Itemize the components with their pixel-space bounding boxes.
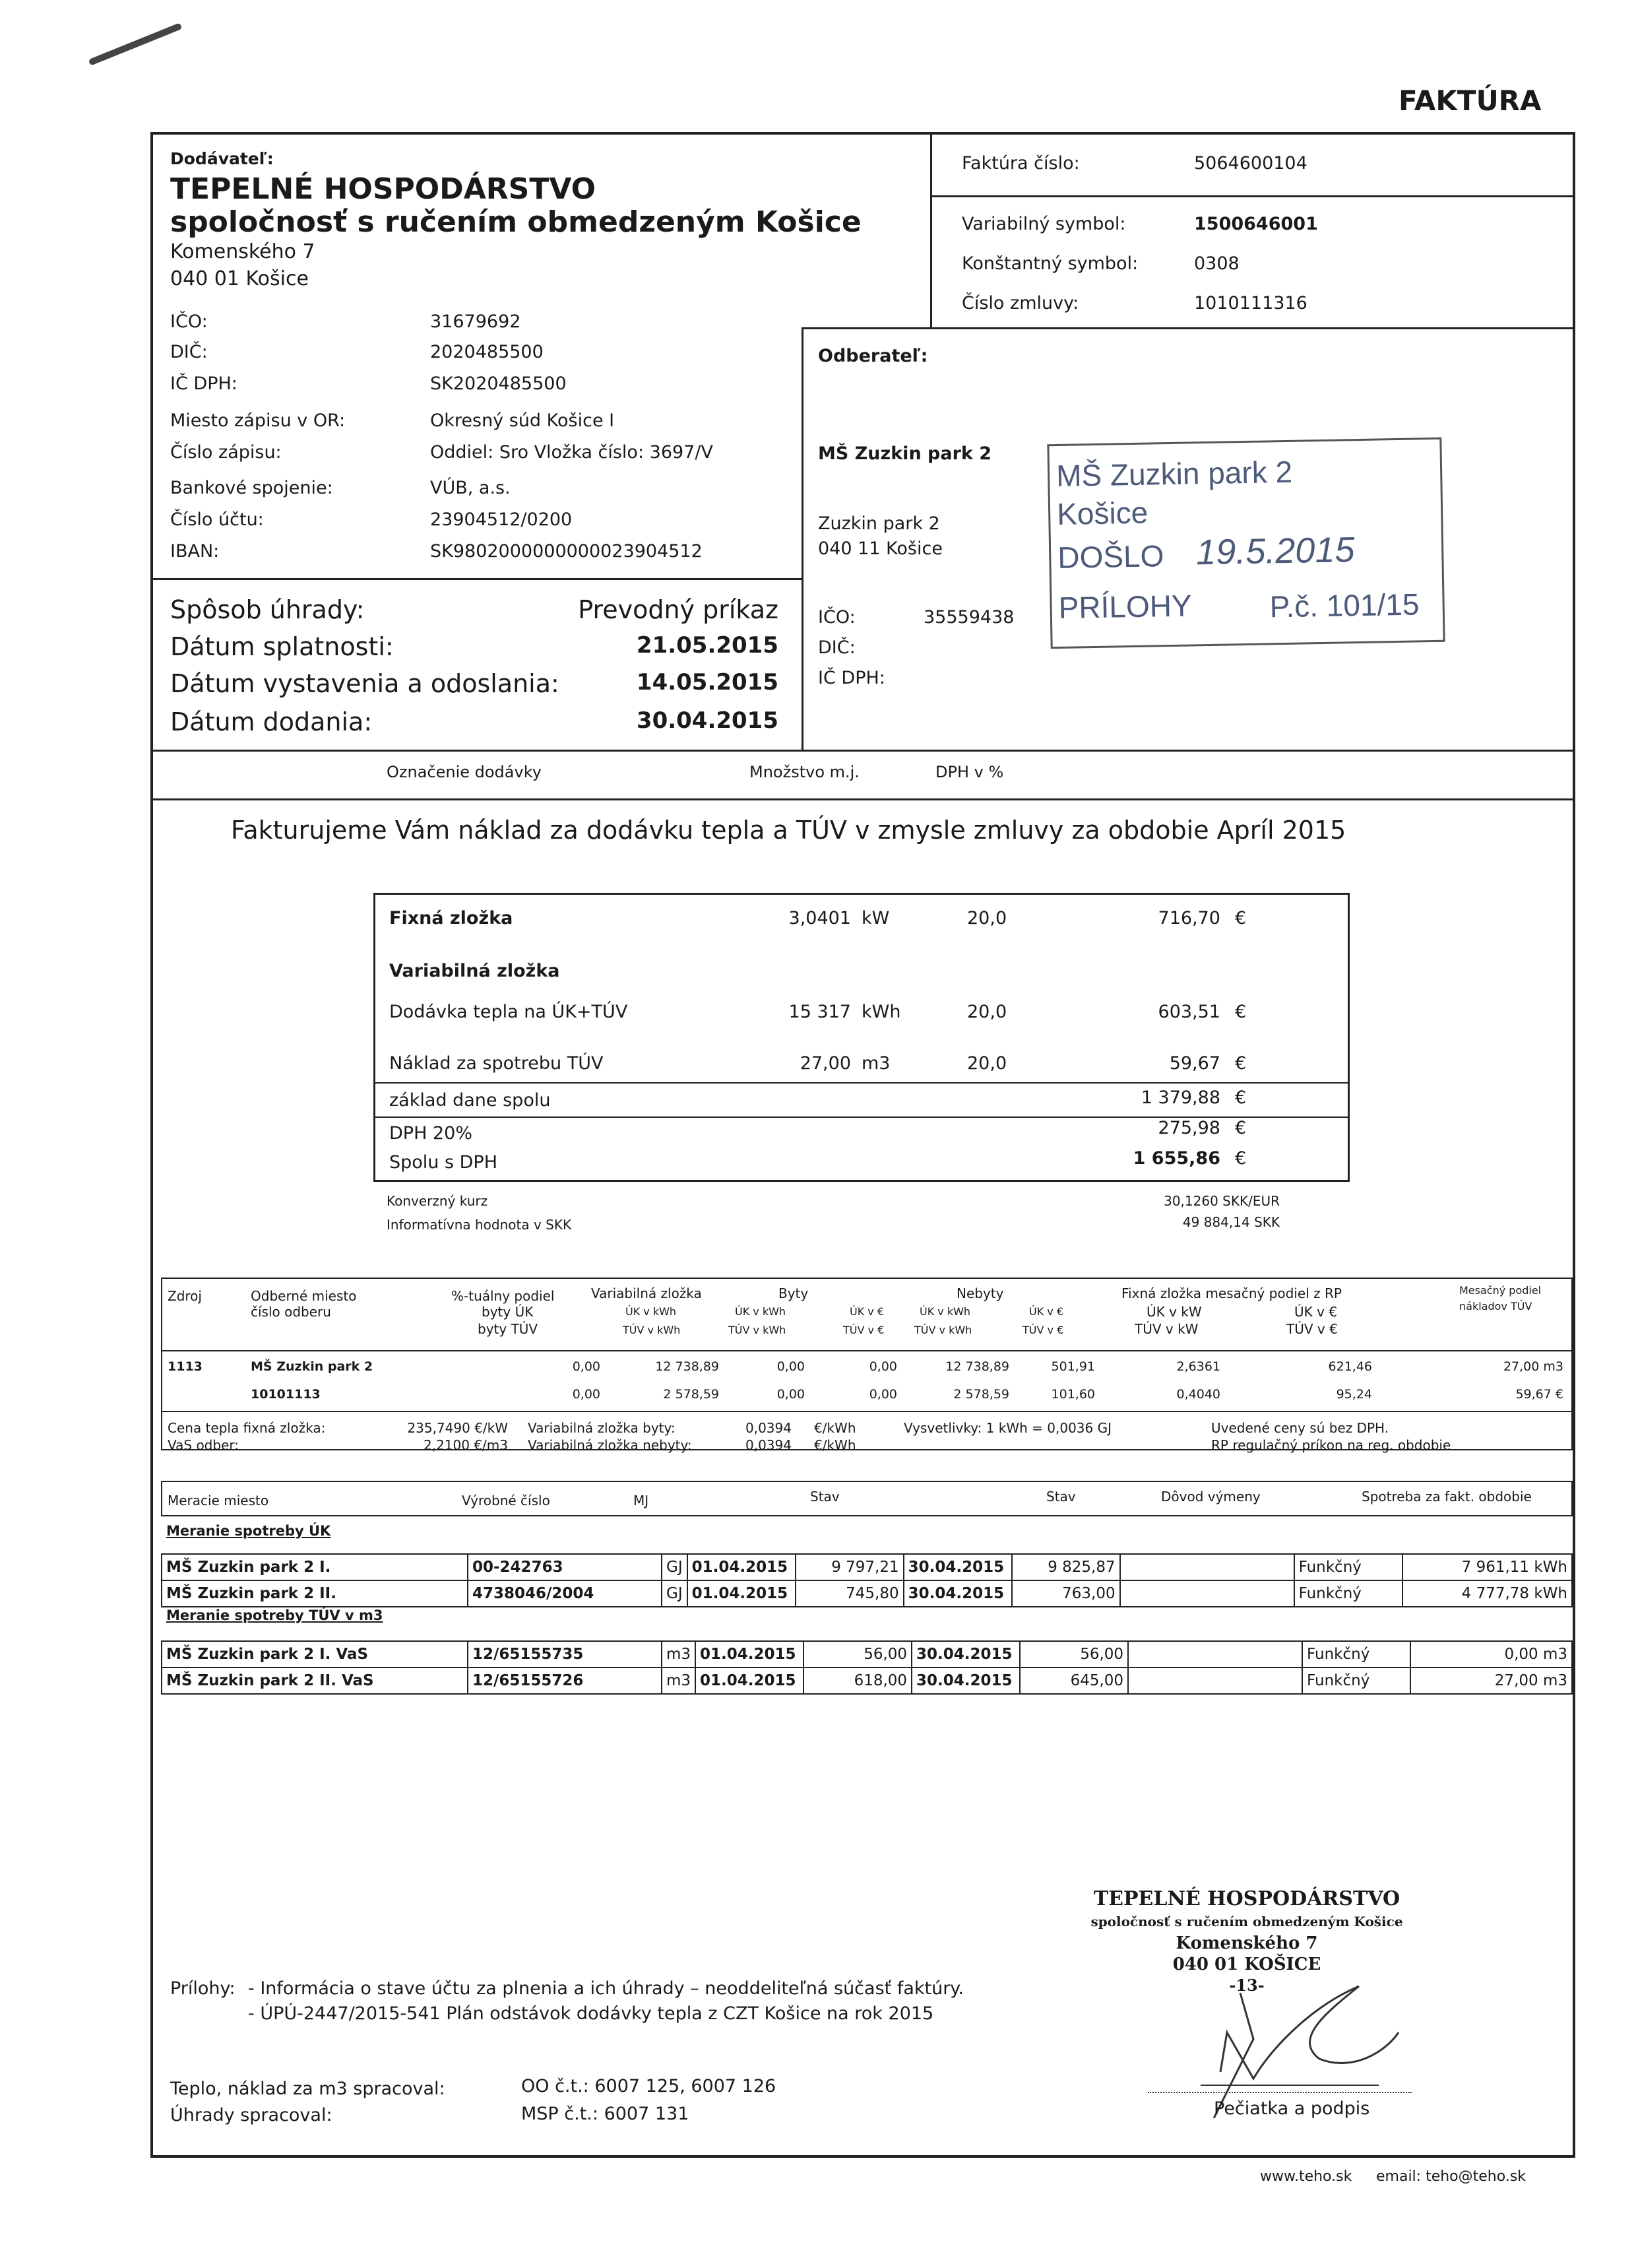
- detail-om: MŠ Zuzkin park 2: [251, 1359, 373, 1374]
- signature-line: [1148, 2092, 1412, 2093]
- customer-ico: 35559438: [924, 607, 1015, 628]
- supplier-street: Komenského 7: [170, 240, 315, 263]
- delivery-date: 30.04.2015: [636, 707, 778, 734]
- constant-symbol-label: Konštantný symbol:: [962, 253, 1139, 274]
- stamp-line3: DOŠLO: [1057, 538, 1164, 575]
- col-header-vat: DPH v %: [935, 763, 1004, 781]
- meter-date-end: 30.04.2015: [912, 1641, 1020, 1668]
- meter-date-start: 01.04.2015: [687, 1580, 796, 1607]
- meter-serial: 12/65155735: [468, 1641, 662, 1668]
- processed-label-1: Teplo, náklad za m3 spracoval:: [170, 2079, 445, 2099]
- heat-label: Dodávka tepla na ÚK+TÚV: [389, 1002, 628, 1022]
- meter-mj: m3: [662, 1641, 695, 1668]
- supplier-account-label: Číslo účtu:: [170, 509, 264, 530]
- signature-city: 040 01 KOŠICE: [1172, 1955, 1321, 1974]
- note-rp: RP regulačný príkon na reg. obdobie: [1211, 1437, 1451, 1453]
- customer-name: MŠ Zuzkin park 2: [818, 443, 992, 464]
- price-fix-label: Cena tepla fixná zložka:: [168, 1420, 326, 1436]
- detail-h-tuveur-1: TÚV v €: [843, 1324, 885, 1336]
- detail-r2-f2: 95,24: [1336, 1387, 1372, 1402]
- table-row: [162, 1554, 1572, 1580]
- customer-heading: Odberateľ:: [818, 346, 928, 366]
- explanation: Vysvetlivky: 1 kWh = 0,0036 GJ: [904, 1420, 1112, 1436]
- signature-street: Komenského 7: [1176, 1933, 1318, 1953]
- tuv-unit: m3: [862, 1053, 891, 1074]
- tuv-qty: 27,00: [800, 1053, 851, 1074]
- divider: [930, 132, 932, 327]
- var-byty: 0,0394: [745, 1420, 792, 1436]
- meters-uk-table: [161, 1553, 1573, 1607]
- contract-number: 1010111316: [1194, 293, 1307, 313]
- detail-h-tuveur-2: TÚV v €: [1022, 1324, 1064, 1336]
- invoice-number: 5064600104: [1194, 153, 1307, 174]
- heat-vat: 20,0: [967, 1002, 1007, 1022]
- supplier-name-line2: spoločnosť s ručením obmedzeným Košice: [170, 205, 862, 239]
- vat-label: DPH 20%: [389, 1123, 472, 1144]
- meter-status: Funkčný: [1302, 1641, 1410, 1668]
- detail-r1-v4: 12 738,89: [945, 1359, 1009, 1374]
- vas-price: 2,2100 €/m3: [423, 1437, 508, 1453]
- detail-h-byty: Byty: [778, 1285, 809, 1301]
- supplier-bank-label: Bankové spojenie:: [170, 478, 333, 498]
- table-row: [162, 1668, 1572, 1694]
- total-amount: 1 655,86: [1133, 1148, 1220, 1169]
- due-date: 21.05.2015: [636, 632, 778, 659]
- meter-place: MŠ Zuzkin park 2 II.: [162, 1580, 468, 1607]
- detail-h-om: Odberné miesto: [251, 1288, 357, 1304]
- meter-state-end: 645,00: [1020, 1668, 1128, 1694]
- meter-state-start: 56,00: [803, 1641, 912, 1668]
- supplier-icdph: SK2020485500: [430, 373, 567, 394]
- meters-h-serial: Výrobné číslo: [462, 1493, 550, 1508]
- meters-section-tuv: Meranie spotreby TÚV v m3: [166, 1607, 383, 1623]
- payment-method: Prevodný príkaz: [578, 595, 778, 624]
- supplier-iban: SK9802000000000023904512: [430, 541, 703, 562]
- vat-currency: €: [1235, 1118, 1247, 1138]
- supplier-heading: Dodávateľ:: [170, 149, 274, 168]
- detail-r2-v5: 101,60: [1051, 1387, 1095, 1402]
- meter-consumption: 27,00 m3: [1410, 1668, 1572, 1694]
- meter-status: Funkčný: [1294, 1554, 1402, 1580]
- supplier-city: 040 01 Košice: [170, 267, 309, 290]
- detail-r2-v2: 0,00: [776, 1387, 805, 1402]
- divider: [930, 195, 1575, 197]
- supplier-ico-label: IČO:: [170, 311, 208, 332]
- rate-label: Konverzný kurz: [387, 1193, 488, 1209]
- detail-r2-v1: 2 578,59: [663, 1387, 719, 1402]
- stamp-date: 19.5.2015: [1195, 530, 1355, 573]
- var-nebyty-label: Variabilná zložka nebyty:: [528, 1437, 692, 1453]
- detail-h-nebyty: Nebyty: [957, 1285, 1004, 1301]
- meter-consumption: 0,00 m3: [1410, 1641, 1572, 1668]
- detail-h-pod1: %-tuálny podiel: [451, 1288, 555, 1304]
- skk-label: Informatívna hodnota v SKK: [387, 1217, 572, 1233]
- supplier-name: TEPELNÉ HOSPODÁRSTVO: [170, 172, 596, 206]
- heat-qty: 15 317: [788, 1002, 851, 1022]
- meter-date-end: 30.04.2015: [904, 1554, 1012, 1580]
- heat-amount: 603,51: [1158, 1002, 1220, 1022]
- meter-state-end: 763,00: [1012, 1580, 1120, 1607]
- meter-date-start: 01.04.2015: [687, 1554, 796, 1580]
- footer-web[interactable]: www.teho.sk: [1260, 2168, 1352, 2185]
- col-header-qty: Množstvo m.j.: [749, 763, 860, 781]
- supplier-or-label: Miesto zápisu v OR:: [170, 410, 346, 431]
- payment-method-label: Spôsob úhrady:: [170, 595, 365, 624]
- detail-h-tuveur-3: TÚV v €: [1286, 1321, 1338, 1337]
- customer-city: 040 11 Košice: [818, 538, 943, 559]
- skk-value: 49 884,14 SKK: [1182, 1214, 1280, 1230]
- meter-state-end: 9 825,87: [1012, 1554, 1120, 1580]
- fixed-currency: €: [1235, 908, 1247, 928]
- meter-consumption: 7 961,11 kWh: [1402, 1554, 1572, 1580]
- detail-h-fix: Fixná zložka mesačný podiel z RP: [1121, 1285, 1342, 1301]
- detail-h-var: Variabilná zložka: [591, 1285, 702, 1301]
- detail-r1-v2: 0,00: [776, 1359, 805, 1374]
- heat-currency: €: [1235, 1002, 1247, 1022]
- footer-email[interactable]: email: teho@teho.sk: [1376, 2168, 1526, 2185]
- detail-r1-f2: 621,46: [1328, 1359, 1372, 1374]
- detail-h-mes2: nákladov TÚV: [1459, 1300, 1532, 1312]
- var-nebyty-unit: €/kWh: [814, 1437, 856, 1453]
- issue-date: 14.05.2015: [636, 669, 778, 696]
- var-nebyty: 0,0394: [745, 1437, 792, 1453]
- stamp-line1: MŠ Zuzkin park 2: [1055, 454, 1293, 494]
- meter-state-end: 56,00: [1020, 1641, 1128, 1668]
- vat-amount: 275,98: [1158, 1118, 1220, 1138]
- invoice-intro: Fakturujeme Vám náklad za dodávku tepla a TÚV v zmysle zmluvy za obdobie Apríl 2015: [231, 816, 1346, 845]
- detail-h-tuvkw: TÚV v kW: [1135, 1321, 1199, 1337]
- divider: [150, 750, 1575, 752]
- variable-symbol: 1500646001: [1194, 214, 1318, 234]
- attachments-label: Prílohy:: [170, 1978, 236, 1999]
- meters-tuv-table: [161, 1640, 1573, 1695]
- detail-h-tuvkwh-1: TÚV v kWh: [623, 1324, 681, 1336]
- detail-h-mes1: Mesačný podiel: [1459, 1284, 1542, 1297]
- tax-base-currency: €: [1235, 1087, 1247, 1108]
- attachment-2: - ÚPÚ-2447/2015-541 Plán odstávok dodávky tepla z CZT Košice na rok 2015: [248, 2003, 934, 2024]
- meter-status: Funkčný: [1294, 1580, 1402, 1607]
- detail-h-ukeur-1: ÚK v €: [850, 1305, 885, 1318]
- supplier-or: Okresný súd Košice I: [430, 410, 615, 431]
- meter-serial: 12/65155726: [468, 1668, 662, 1694]
- divider: [161, 1350, 1573, 1351]
- meters-h-stav: Stav: [810, 1489, 840, 1505]
- supplier-iban-label: IBAN:: [170, 541, 220, 562]
- meter-place: MŠ Zuzkin park 2 II. VaS: [162, 1668, 468, 1694]
- meters-section-uk: Meranie spotreby ÚK: [166, 1523, 331, 1539]
- detail-r2-v4: 2 578,59: [953, 1387, 1009, 1402]
- meter-mj: GJ: [662, 1554, 687, 1580]
- meter-date-start: 01.04.2015: [695, 1641, 803, 1668]
- signature-company-line2: spoločnosť s ručením obmedzeným Košice: [1090, 1914, 1403, 1929]
- fixed-label: Fixná zložka: [389, 908, 513, 928]
- fixed-unit: kW: [862, 908, 890, 928]
- meter-date-end: 30.04.2015: [912, 1668, 1020, 1694]
- detail-h-zdroj: Zdroj: [168, 1288, 202, 1304]
- received-stamp: [1047, 437, 1445, 649]
- variable-symbol-label: Variabilný symbol:: [962, 214, 1126, 234]
- detail-h-pod3: byty TÚV: [478, 1321, 538, 1337]
- divider: [150, 578, 802, 580]
- meter-state-start: 9 797,21: [796, 1554, 904, 1580]
- tuv-label: Náklad za spotrebu TÚV: [389, 1053, 604, 1074]
- meters-h-cons: Spotreba za fakt. obdobie: [1362, 1489, 1532, 1505]
- divider: [161, 1411, 1573, 1412]
- supplier-zapis: Oddiel: Sro Vložka číslo: 3697/V: [430, 442, 713, 463]
- stamp-line4: PRÍLOHY: [1058, 588, 1193, 625]
- meter-status: Funkčný: [1302, 1668, 1410, 1694]
- invoice-number-label: Faktúra číslo:: [962, 153, 1080, 174]
- detail-h-ukkwh-1: ÚK v kWh: [625, 1305, 677, 1318]
- supplier-dic-label: DIČ:: [170, 342, 208, 362]
- detail-r1-v1: 12 738,89: [655, 1359, 719, 1374]
- tuv-currency: €: [1235, 1053, 1247, 1074]
- note-prices: Uvedené ceny sú bez DPH.: [1211, 1420, 1389, 1436]
- customer-dic-label: DIČ:: [818, 637, 856, 658]
- supplier-zapis-label: Číslo zápisu:: [170, 442, 282, 463]
- meters-header: [161, 1481, 1573, 1516]
- vas-label: VaS odber:: [168, 1437, 239, 1453]
- detail-r1-f1: 2,6361: [1176, 1359, 1220, 1374]
- processed-value-1: OO č.t.: 6007 125, 6007 126: [521, 2076, 776, 2096]
- meters-h-reason: Dôvod výmeny: [1161, 1489, 1261, 1505]
- variable-heading: Variabilná zložka: [389, 961, 560, 981]
- detail-h-ukeur-2: ÚK v €: [1029, 1305, 1064, 1318]
- processed-label-2: Úhrady spracoval:: [170, 2105, 332, 2125]
- meter-consumption: 4 777,78 kWh: [1402, 1580, 1572, 1607]
- handwritten-signature: [1161, 1966, 1438, 2118]
- supplier-icdph-label: IČ DPH:: [170, 373, 237, 394]
- total-currency: €: [1235, 1148, 1247, 1169]
- signature-num: -13-: [1229, 1976, 1265, 1995]
- issue-date-label: Dátum vystavenia a odoslania:: [170, 669, 559, 698]
- delivery-date-label: Dátum dodania:: [170, 707, 373, 736]
- table-row: [162, 1580, 1572, 1607]
- detail-h-ukkwh-2: ÚK v kWh: [735, 1305, 786, 1318]
- tax-base-label: základ dane spolu: [389, 1090, 551, 1111]
- meter-state-start: 745,80: [796, 1580, 904, 1607]
- meters-h-mj: MJ: [633, 1493, 649, 1508]
- var-byty-label: Variabilná zložka byty:: [528, 1420, 676, 1436]
- rate-value: 30,1260 SKK/EUR: [1164, 1193, 1280, 1209]
- detail-r1-p: 0,00: [572, 1359, 600, 1374]
- detail-r2-p: 0,00: [572, 1387, 600, 1402]
- detail-h-co: číslo odberu: [251, 1304, 331, 1320]
- pen-mark: [88, 22, 183, 65]
- detail-r2-m: 59,67 €: [1515, 1387, 1563, 1402]
- meter-state-start: 618,00: [803, 1668, 912, 1694]
- detail-h-tuvkwh-2: TÚV v kWh: [728, 1324, 786, 1336]
- meter-place: MŠ Zuzkin park 2 I. VaS: [162, 1641, 468, 1668]
- divider: [802, 327, 1575, 329]
- stamp-pc: P.č. 101/15: [1269, 587, 1420, 624]
- meter-serial: 00-242763: [468, 1554, 662, 1580]
- meters-h-place: Meracie miesto: [168, 1493, 269, 1508]
- processed-value-2: MSP č.t.: 6007 131: [521, 2104, 689, 2124]
- tax-base-amount: 1 379,88: [1141, 1087, 1220, 1108]
- supplier-ico: 31679692: [430, 311, 521, 332]
- constant-symbol: 0308: [1194, 253, 1240, 274]
- due-date-label: Dátum splatnosti:: [170, 632, 394, 661]
- meter-place: MŠ Zuzkin park 2 I.: [162, 1554, 468, 1580]
- customer-street: Zuzkin park 2: [818, 513, 940, 534]
- signature-company: TEPELNÉ HOSPODÁRSTVO: [1093, 1887, 1400, 1910]
- divider: [802, 327, 803, 750]
- customer-ico-label: IČO:: [818, 607, 856, 628]
- detail-h-ukeur-3: ÚK v €: [1294, 1304, 1338, 1320]
- divider: [373, 1082, 1350, 1084]
- var-byty-unit: €/kWh: [814, 1420, 856, 1436]
- meter-serial: 4738046/2004: [468, 1580, 662, 1607]
- meters-h-stav2: Stav: [1046, 1489, 1076, 1505]
- price-fix: 235,7490 €/kW: [407, 1420, 508, 1436]
- supplier-bank: VÚB, a.s.: [430, 478, 511, 498]
- detail-r1-m: 27,00 m3: [1503, 1359, 1563, 1374]
- detail-r1-v3: 0,00: [869, 1359, 897, 1374]
- signature-caption: Pečiatka a podpis: [1214, 2098, 1370, 2119]
- detail-h-ukkwh-3: ÚK v kWh: [920, 1305, 971, 1318]
- detail-h-tuvkwh-3: TÚV v kWh: [914, 1324, 972, 1336]
- total-label: Spolu s DPH: [389, 1152, 498, 1173]
- detail-h-ukkw: ÚK v kW: [1147, 1304, 1202, 1320]
- supplier-account: 23904512/0200: [430, 509, 573, 530]
- meter-date-start: 01.04.2015: [695, 1668, 803, 1694]
- fixed-vat: 20,0: [967, 908, 1007, 928]
- table-row: [162, 1641, 1572, 1668]
- invoice-items-box: [373, 893, 1350, 1182]
- supplier-dic: 2020485500: [430, 342, 544, 362]
- document-title: FAKTÚRA: [1399, 84, 1542, 117]
- col-header-item: Označenie dodávky: [387, 763, 542, 781]
- detail-r2-v3: 0,00: [869, 1387, 897, 1402]
- attachment-1: - Informácia o stave účtu za plnenia a ich úhrady – neoddeliteľná súčasť faktúry.: [248, 1978, 964, 1999]
- tuv-vat: 20,0: [967, 1053, 1007, 1074]
- fixed-qty: 3,0401: [788, 908, 851, 928]
- customer-icdph-label: IČ DPH:: [818, 668, 885, 688]
- contract-number-label: Číslo zmluvy:: [962, 293, 1079, 313]
- divider: [150, 798, 1575, 800]
- stamp-line2: Košice: [1056, 495, 1148, 531]
- detail-r2-f1: 0,4040: [1176, 1387, 1220, 1402]
- meter-mj: GJ: [662, 1580, 687, 1607]
- tuv-amount: 59,67: [1169, 1053, 1220, 1074]
- heat-unit: kWh: [862, 1002, 901, 1022]
- meter-date-end: 30.04.2015: [904, 1580, 1012, 1607]
- detail-co: 10101113: [251, 1387, 321, 1402]
- detail-r1-v5: 501,91: [1051, 1359, 1095, 1374]
- detail-zdroj: 1113: [168, 1359, 203, 1374]
- fixed-amount: 716,70: [1158, 908, 1220, 928]
- detail-h-pod2: byty ÚK: [482, 1304, 534, 1320]
- meter-mj: m3: [662, 1668, 695, 1694]
